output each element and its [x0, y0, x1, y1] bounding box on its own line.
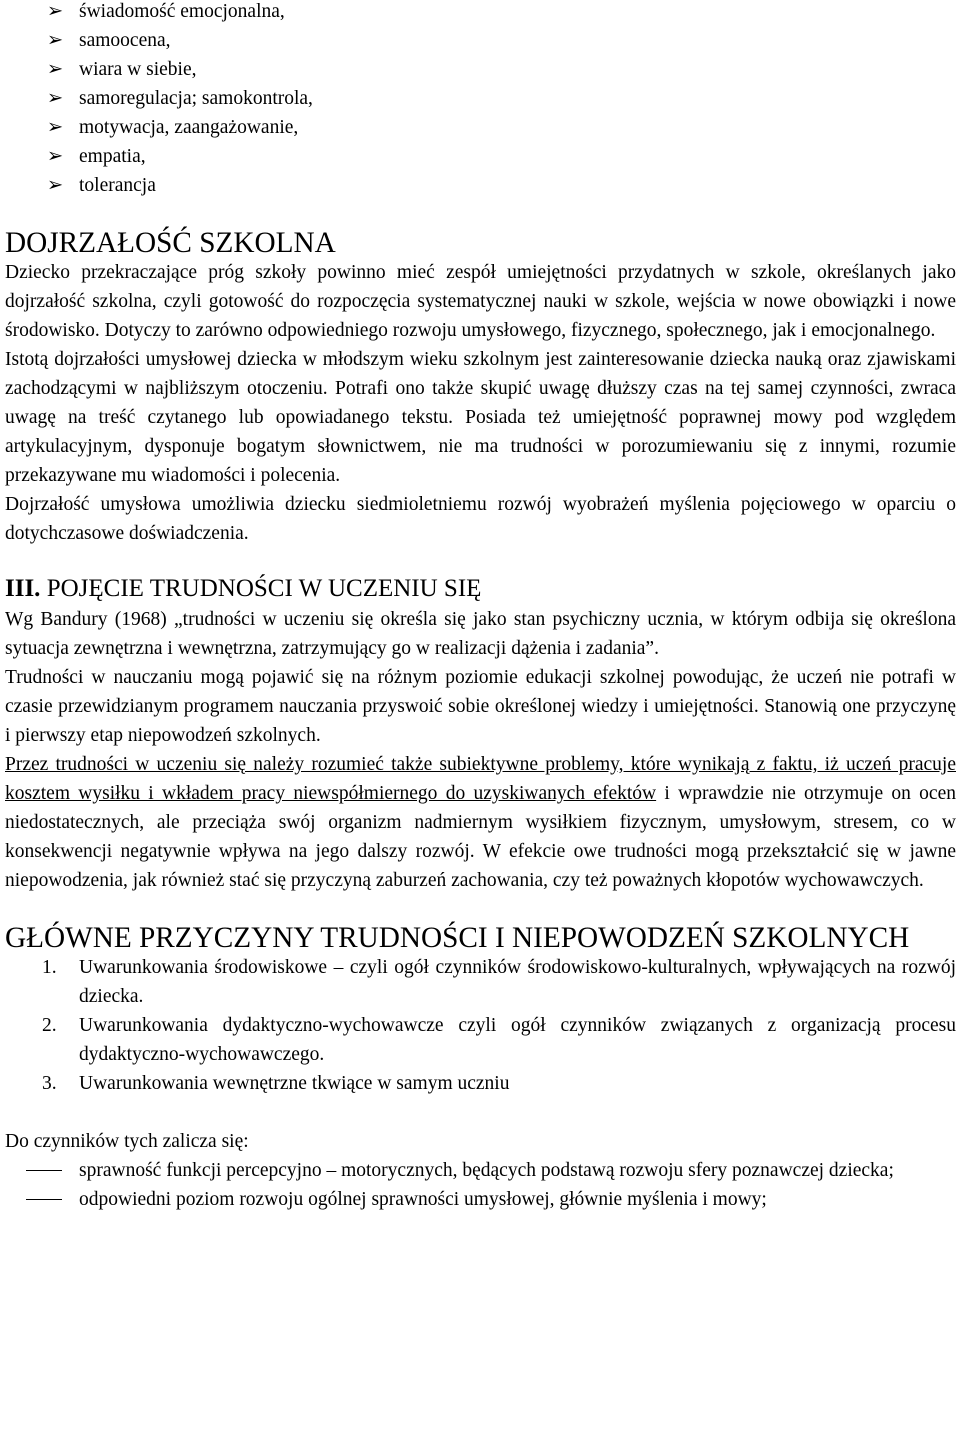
check-arrow-icon: ➢	[46, 88, 64, 109]
dash-bullet-icon	[26, 1199, 62, 1200]
list-item: ➢ samoocena,	[5, 26, 956, 55]
list-item: ➢ empatia,	[5, 142, 956, 171]
list-item: ➢ wiara w siebie,	[5, 55, 956, 84]
section-3-heading	[5, 573, 956, 605]
dash-bullet-icon	[26, 1170, 62, 1171]
list-item: ➢ samoregulacja; samokontrola,	[5, 84, 956, 113]
list-item: ➢ tolerancja	[5, 171, 956, 200]
list-item: ➢ motywacja, zaangażowanie,	[5, 113, 956, 142]
bandura-paragraph: Wg Bandury (1968) „trudności w uczeniu się określa się jako stan psychiczny ucznia, w którym odbija się określona sytuacja zewnętrzna i wewnętrzna, zatrzymujący go w realizacji dążenia i zadania”.	[5, 609, 956, 659]
factors-list	[5, 1156, 956, 1214]
section-title: POJĘCIE TRUDNOŚCI W UCZENIU SIĘ	[40, 575, 482, 602]
spacer	[5, 200, 956, 229]
list-item: 2. Uwarunkowania dydaktyczno-wychowawcze czyli ogół czynników związanych z organizacją procesu dydaktyczno-wychowawczego.	[42, 1015, 956, 1065]
list-item: 3. Uwarunkowania wewnętrzne tkwiące w samym uczniu	[42, 1073, 510, 1094]
readiness-heading: DOJRZAŁOŚĆ SZKOLNA	[5, 227, 336, 259]
check-arrow-icon: ➢	[46, 175, 64, 196]
underlined-definition: Przez trudności w uczeniu się należy rozumieć także subiektywne problemy, które wynikają z faktu, iż uczeń pracuje kosztem wysiłku i wkładem pracy niewspółmiernego do uzyskiwanych efektów	[5, 754, 956, 804]
readiness-paragraph-1: Dziecko przekraczające próg szkoły powinno mieć zespół umiejętności przydatnych w szkole, określanych jako dojrzałość szkolna, czyli gotowość do rozpoczęcia systematycznej nauki w szkole, wejścia w nowe obowiązki i nowe środowisko. Dotyczy to zarówno odpowiedniego rozwoju umysłowego, fizycznego, społecznego, jak i emocjonalnego.	[5, 262, 956, 341]
list-item: 1. Uwarunkowania środowiskowe – czyli ogół czynników środowiskowo-kulturalnych, wpływających na rozwój dziecka.	[42, 957, 956, 1007]
section-number: III.	[5, 575, 41, 602]
subjective-problems-paragraph: Przez trudności w uczeniu się należy rozumieć także subiektywne problemy, które wynikają z faktu, iż uczeń pracuje kosztem wysiłku i wkładem pracy niewspółmiernego do uzyskiwanych efektów i wprawdzie nie otrzymuje on ocen niedostatecznych, ale przeciąża swój organizm nadmiernym wysiłkiem fizycznym, umysłowym, stresem, co w konsekwencji negatywnie wpływa na jego dalszy rozwój. W efekcie owe trudności mogą przekształcić się w jawne niepowodzenia, jak również stać się przyczyną zaburzeń zachowania, czy też poważnych kłopotów wychowawczych.	[5, 754, 956, 891]
trait-list	[5, 0, 956, 200]
check-arrow-icon: ➢	[46, 30, 64, 51]
check-arrow-icon: ➢	[46, 59, 64, 80]
list-item: ➢ świadomość emocjonalna,	[5, 0, 956, 26]
list-item: odpowiedni poziom rozwoju ogólnej sprawności umysłowej, głównie myślenia i mowy;	[5, 1185, 956, 1214]
readiness-paragraph-3: Dojrzałość umysłowa umożliwia dziecku siedmioletniemu rozwój wyobrażeń myślenia pojęciowego w oparciu o dotychczasowe doświadczenia.	[5, 494, 956, 544]
check-arrow-icon: ➢	[46, 146, 64, 167]
factors-intro: Do czynników tych zalicza się:	[5, 1131, 249, 1152]
teaching-difficulties-paragraph: Trudności w nauczaniu mogą pojawić się na różnym poziomie edukacji szkolnej powodując, że uczeń nie potrafi w czasie przewidzianym programem nauczania przyswoić sobie określonej wiedzy i umiejętności. Stanowią one przyczynę i pierwszy etap niepowodzeń szkolnych.	[5, 667, 956, 746]
check-arrow-icon: ➢	[46, 1, 64, 22]
readiness-paragraph-2: Istotą dojrzałości umysłowej dziecka w młodszym wieku szkolnym jest zainteresowanie dziecka nauką oraz zjawiskami zachodzącymi w najbliższym otoczeniu. Potrafi ono także skupić uwagę dłuższy czas na tej samej czynności, zwraca uwagę na treść czytanego lub opowiadanego tekstu. Posiada też umiejętność poprawnej mowy pod względem artykulacyjnym, dysponuje bogatym słownictwem, nie ma trudności w porozumiewaniu się z innymi, rozumie przekazywane mu wiadomości i polecenia.	[5, 349, 956, 486]
list-item: sprawność funkcji percepcyjno – motorycznych, będących podstawą rozwoju sfery poznawczej dziecka;	[5, 1156, 956, 1185]
spacer	[5, 895, 956, 924]
document-page	[5, 0, 956, 1214]
check-arrow-icon: ➢	[46, 117, 64, 138]
causes-heading: GŁÓWNE PRZYCZYNY TRUDNOŚCI I NIEPOWODZEŃ SZKOLNYCH	[5, 922, 910, 954]
spacer	[5, 1098, 956, 1127]
spacer	[5, 548, 956, 573]
causes-list	[5, 953, 956, 1098]
